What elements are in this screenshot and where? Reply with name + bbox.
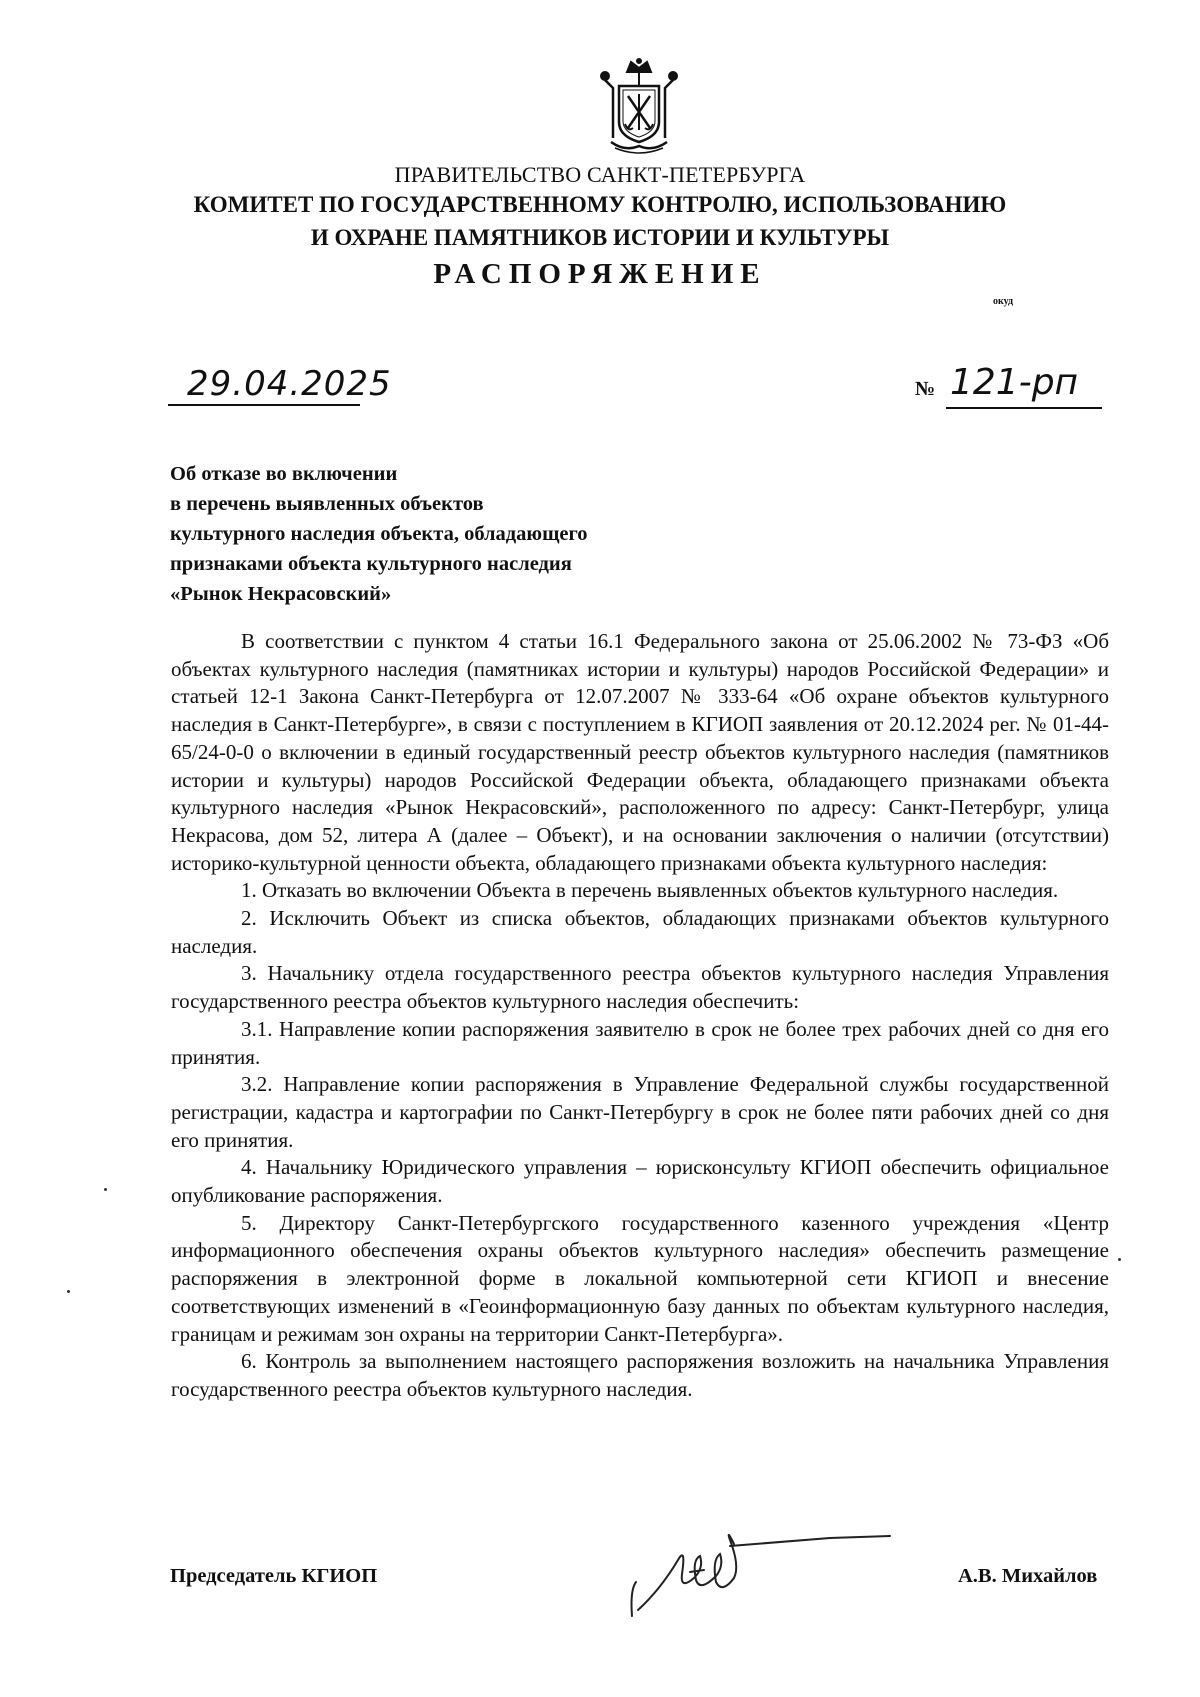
scan-speck [1118,1258,1121,1261]
signatory-name: А.В. Михайлов [958,1565,1098,1587]
committee-line-2: И ОХРАНЕ ПАМЯТНИКОВ ИСТОРИИ И КУЛЬТУРЫ [310,225,890,250]
coat-of-arms-emblem [597,58,681,154]
document-body [171,628,1109,1404]
signatory-position: Председатель КГИОП [170,1565,378,1587]
subject-line: Об отказе во включении [170,463,398,485]
number-sign: № [915,378,936,400]
clause-2: 2. Исключить Объект из списка объектов, обладающих признаками объектов культурного наследия. [171,906,1109,958]
subject-line: признаками объекта культурного наследия [170,553,572,575]
subject-line: в перечень выявленных объектов [170,493,484,515]
subject-line: культурного наследия объекта, обладающего [170,523,588,545]
document-subject [170,459,770,609]
number-underline [946,407,1102,409]
committee-name [0,188,1200,254]
handwritten-signature [630,1520,910,1620]
document-type-title: РАСПОРЯЖЕНИЕ [433,258,767,290]
clause-4: 4. Начальнику Юридического управления – юрисконсульту КГИОП обеспечить официальное опубликование распоряжения. [171,1155,1109,1208]
clause-6: 6. Контроль за выполнением настоящего распоряжения возложить на начальника Управления государственного реестра объектов культурного наследия. [171,1349,1109,1401]
clause-3: 3. Начальнику отдела государственного реестра объектов культурного наследия Управления государственного реестра объектов культурного наследия обеспечить: [171,961,1109,1014]
clause-3-1: 3.1. Направление копии распоряжения заявителю в срок не более трех рабочих дней со дня его принятия. [171,1016,1109,1069]
government-name: ПРАВИТЕЛЬСТВО САНКТ-ПЕТЕРБУРГА [394,162,806,187]
scan-speck [104,1188,107,1191]
document-date: 29.04.2025 [187,364,392,404]
preamble-paragraph: В соответствии с пунктом 4 статьи 16.1 Федерального закона от 25.06.2002 № 73-ФЗ «Об объектах культурного наследия (памятниках истории и культуры) народов Российской Федерации» и статьей 12-1 Закона Санкт-Петербурга от 12.07.2007 № 333-64 «Об охране объектов культурного наследия в Санкт-Петербурге», в связи с поступлением в КГИОП заявления от 20.12.2024 рег. № 01-44-65/24-0-0 о включении в единый государственный реестр объектов культурного наследия (памятников истории и культуры) народов Российской Федерации объекта, обладающего признаками объекта культурного наследия «Рынок Некрасовский», расположенного по адресу: Санкт-Петербург, улица Некрасова, дом 52, литера А (далее – Объект), и на основании заключения о наличии (отсутствии) историко-культурной ценности объекта, обладающего признаками объекта культурного наследия: [171,629,1109,875]
committee-line-1: КОМИТЕТ ПО ГОСУДАРСТВЕННОМУ КОНТРОЛЮ, ИСПОЛЬЗОВАНИЮ [193,192,1007,217]
clause-3-2: 3.2. Направление копии распоряжения в Управление Федеральной службы государственной регистрации, кадастра и картографии по Санкт-Петербургу в срок не более пяти рабочих дней со дня его принятия. [171,1072,1109,1152]
clause-1: 1. Отказать во включении Объекта в перечень выявленных объектов культурного наследия. [241,878,1059,903]
subject-line: «Рынок Некрасовский» [170,583,392,605]
document-number: 121-рп [950,362,1079,403]
scan-speck [67,1290,70,1293]
okud-label: окуд [993,296,1014,307]
clause-5: 5. Директору Санкт-Петербургского государственного казенного учреждения «Центр информационного обеспечения охраны объектов культурного наследия» обеспечить размещение распоряжения в электронной форме в локальной компьютерной сети КГИОП и внесение соответствующих изменений в «Геоинформационную базу данных по объектам культурного наследия, границам и режимам зон охраны на территории Санкт-Петербурга». [171,1210,1109,1346]
date-underline [168,404,360,406]
